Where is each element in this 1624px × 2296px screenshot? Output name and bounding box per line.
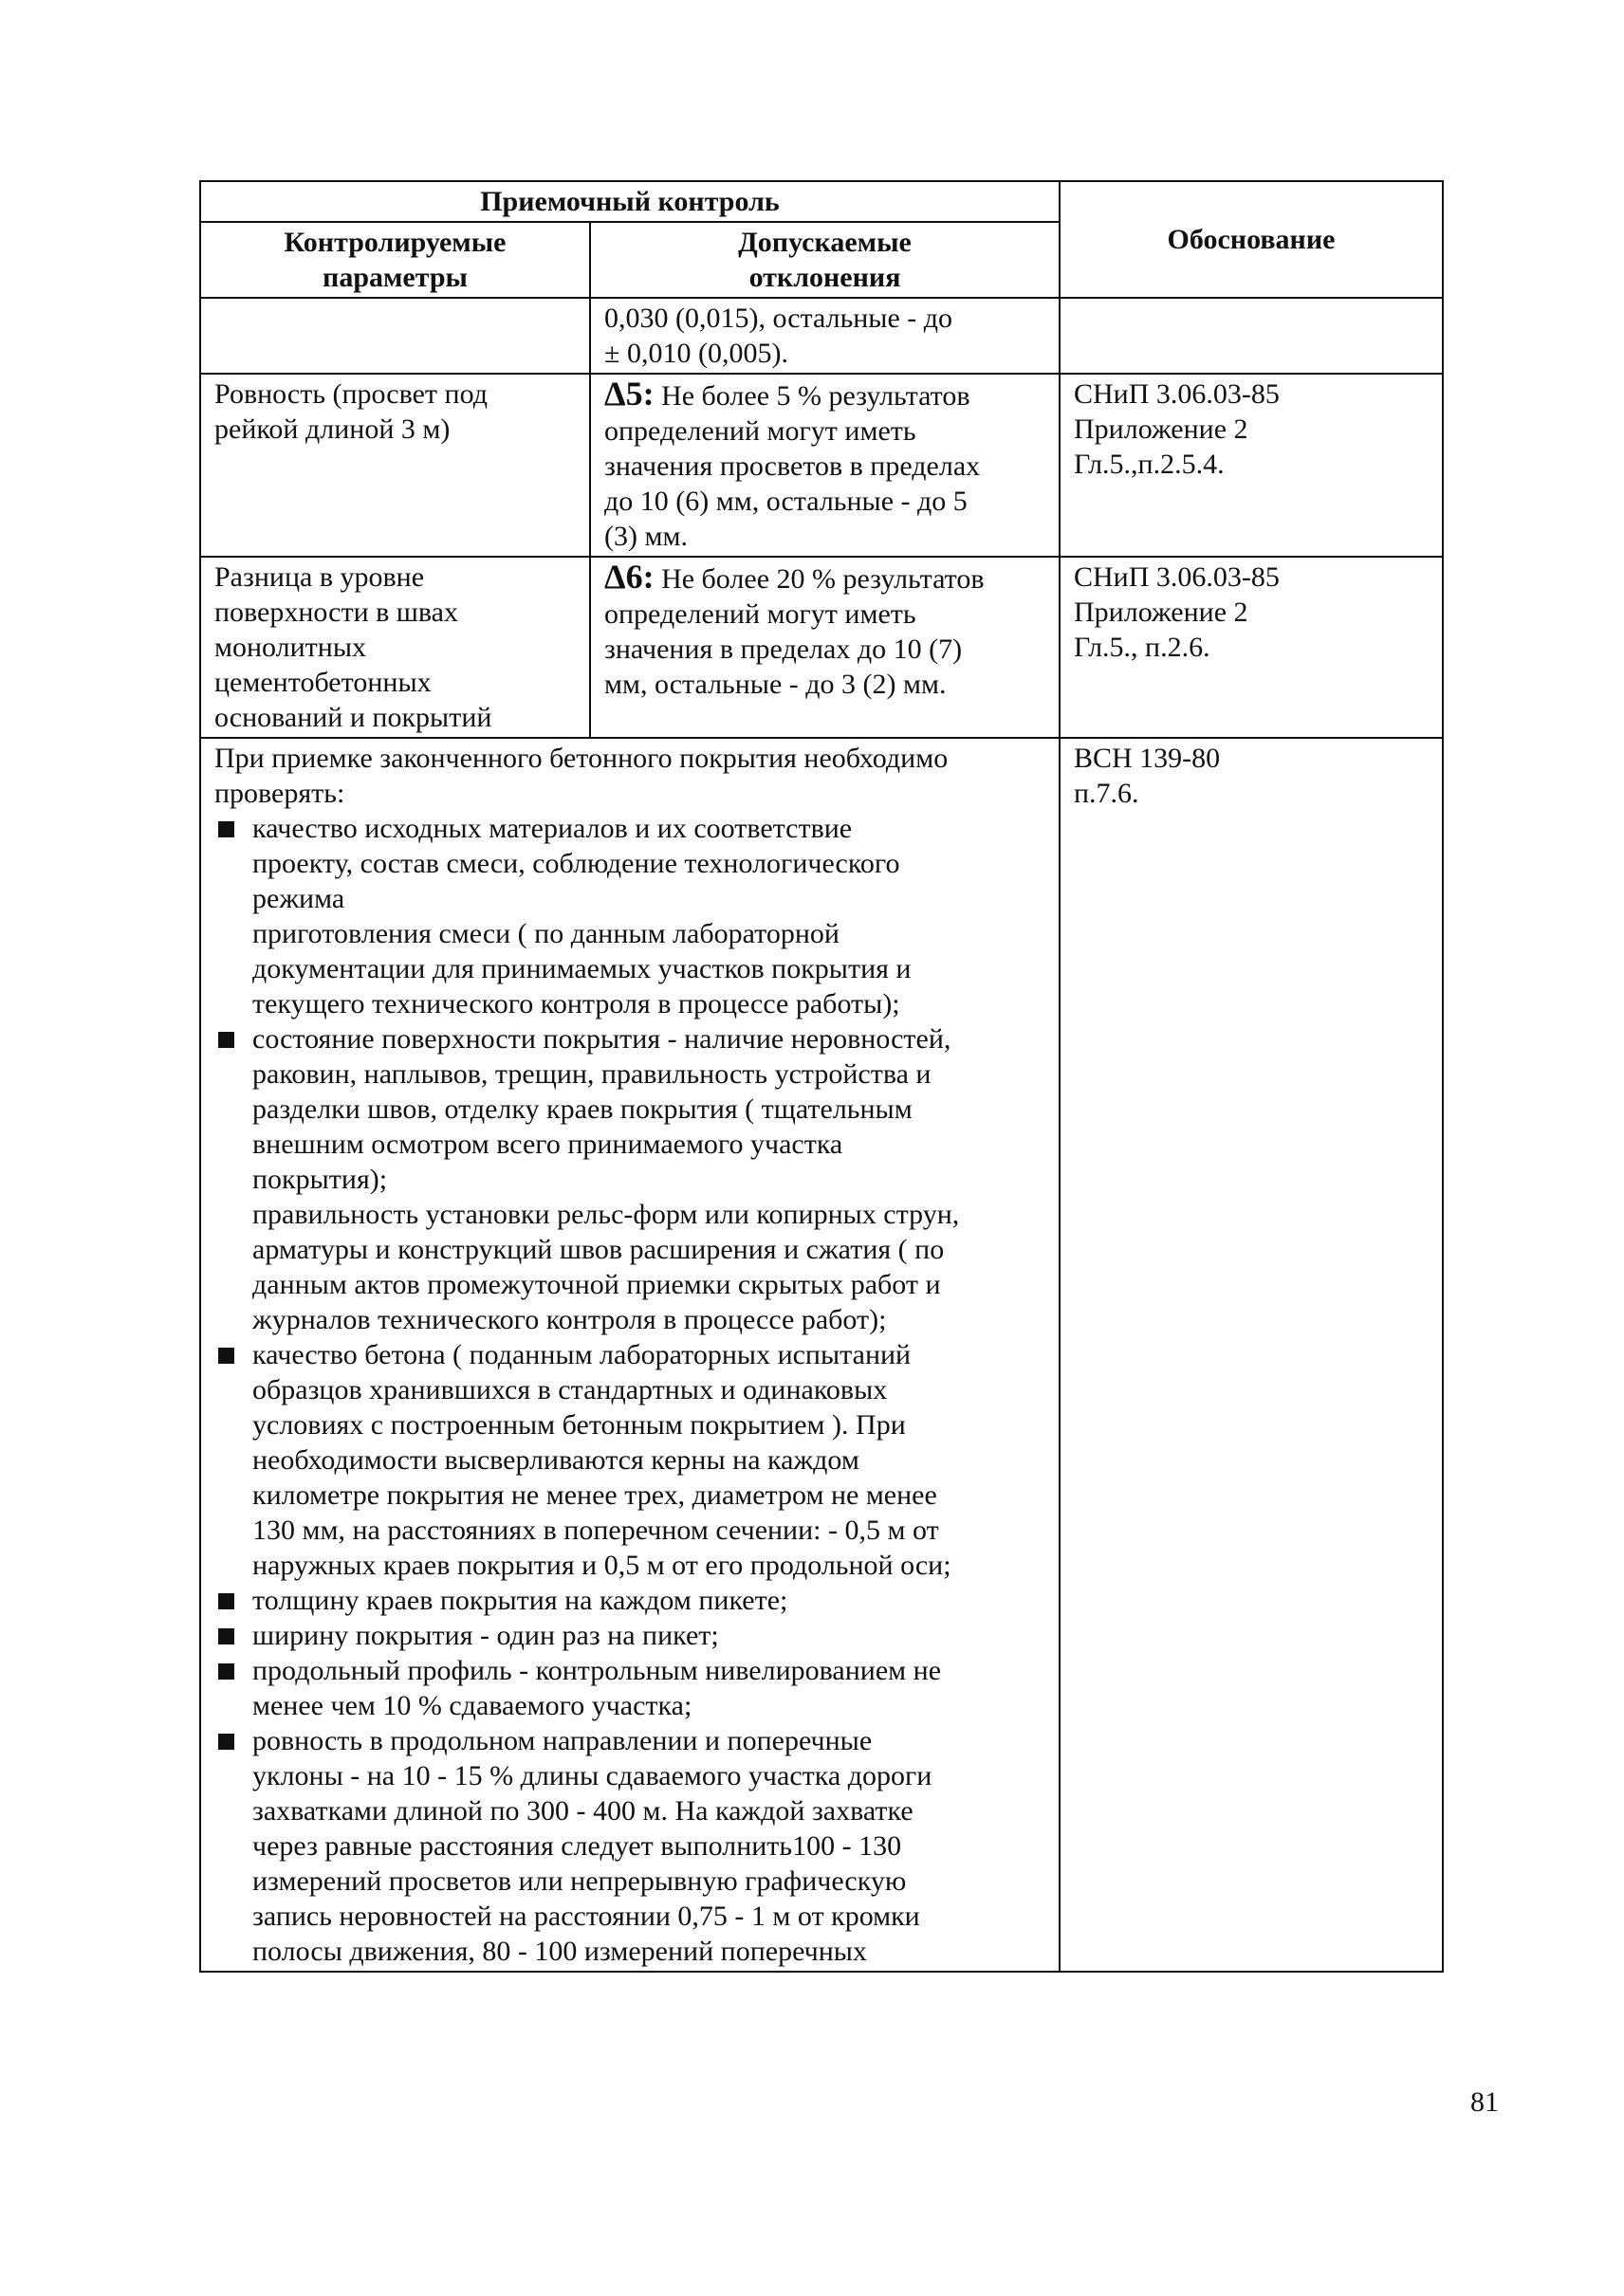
list-item-line: продольный профиль - контрольным нивелированием не	[252, 1655, 942, 1686]
basis-line: ВСН 139-80	[1074, 743, 1221, 774]
list-item-line: документации для принимаемых участков покрытия и	[252, 953, 912, 984]
params-header-line-1: Контролируемые	[284, 227, 507, 258]
list-item-line: внешним осмотром всего принимаемого участка	[252, 1129, 843, 1160]
list-item-line: ровность в продольном направлении и поперечные	[252, 1725, 873, 1756]
page-number: 81	[1470, 2086, 1499, 2118]
list-item-line: правильность установки рельс-форм или копирных струн,	[252, 1199, 960, 1230]
deviation-line: значения просветов в пределах	[604, 450, 981, 482]
deviation-line: (3) мм.	[604, 521, 688, 552]
bullet-square-icon	[218, 1348, 234, 1364]
deviation-line: значения в пределах до 10 (7)	[604, 634, 963, 665]
basis-cell	[1060, 738, 1443, 1972]
deviation-line	[604, 377, 1045, 413]
basis-line: Гл.5.,п.2.5.4.	[1074, 449, 1225, 480]
basis-line: СНиП 3.06.03-85	[1074, 378, 1280, 410]
deviation-text: Не более 20 % результатов	[661, 563, 985, 595]
deviation-cell	[590, 557, 1060, 738]
list-item-line: измерений просветов или непрерывную графическую	[252, 1865, 907, 1897]
deviation-header-line-1: Допускаемые	[738, 227, 912, 258]
deviation-line: определений могут иметь	[604, 415, 916, 447]
basis-line: Приложение 2	[1074, 413, 1248, 445]
list-item-line: километре покрытия не менее трех, диаметром не менее	[252, 1479, 937, 1511]
param-line: цементобетонных	[214, 667, 432, 698]
param-cell	[200, 298, 590, 374]
deviation-line	[604, 560, 1045, 597]
list-item-line: образцов хранившихся в стандартных и одинаковых	[252, 1374, 888, 1405]
delta-symbol: Δ6:	[604, 558, 655, 596]
acceptance-row	[200, 738, 1443, 1972]
param-line: поверхности в швах	[214, 597, 458, 628]
table-row	[200, 298, 1443, 374]
list-item-line: через равные расстояния следует выполнить100 - 130	[252, 1830, 902, 1862]
list-item	[214, 1653, 1045, 1723]
param-line: Разница в уровне	[214, 561, 425, 593]
list-item-line: уклоны - на 10 - 15 % длины сдаваемого участка дороги	[252, 1760, 932, 1791]
list-item-line: покрытия);	[252, 1164, 388, 1195]
deviation-line: определений могут иметь	[604, 598, 916, 630]
list-item-line: разделки швов, отделку краев покрытия ( тщательным	[252, 1093, 913, 1125]
acceptance-requirements-cell	[200, 738, 1060, 1972]
deviation-header-line-2: отклонения	[748, 262, 901, 293]
table-row	[200, 557, 1443, 738]
list-item	[214, 1197, 1045, 1337]
list-item-line: 130 мм, на расстояниях в поперечном сечении: - 0,5 м от	[252, 1515, 939, 1546]
list-item-line: менее чем 10 % сдаваемого участка;	[252, 1690, 692, 1721]
param-cell	[200, 374, 590, 557]
list-item-line: проекту, состав смеси, соблюдение технологического	[252, 848, 900, 879]
params-header	[200, 222, 590, 298]
basis-line: Гл.5., п.2.6.	[1074, 632, 1210, 663]
deviation-cell	[590, 298, 1060, 374]
list-item-line: состояние поверхности покрытия - наличие неровностей,	[252, 1023, 951, 1055]
param-line: Ровность (просвет под	[214, 378, 488, 410]
intro-line: При приемке законченного бетонного покрытия необходимо	[214, 743, 949, 774]
list-item-line: качество исходных материалов и их соответствие	[252, 813, 853, 844]
list-item-line: наружных краев покрытия и 0,5 м от его продольной оси;	[252, 1550, 951, 1581]
param-line: рейкой длиной 3 м)	[214, 413, 451, 445]
deviation-line: ± 0,010 (0,005).	[604, 338, 788, 369]
list-item-line: запись неровностей на расстоянии 0,75 - 1 м от кромки	[252, 1901, 920, 1932]
bullet-square-icon	[218, 1628, 234, 1644]
param-line: оснований и покрытий	[214, 702, 492, 733]
list-item-line: полосы движения, 80 - 100 измерений поперечных	[252, 1936, 867, 1967]
list-item-line: толщину краев покрытия на каждом пикете;	[252, 1585, 788, 1616]
intro-line: проверять:	[214, 778, 345, 809]
list-item-line: арматуры и конструкций швов расширения и сжатия ( по	[252, 1234, 945, 1265]
list-item-line: журналов технического контроля в процессе работ);	[252, 1304, 887, 1335]
basis-line: Приложение 2	[1074, 597, 1248, 628]
header-row-top	[200, 181, 1443, 222]
basis-header: Обоснование	[1060, 181, 1443, 298]
params-header-line-2: параметры	[323, 262, 468, 293]
basis-line: СНиП 3.06.03-85	[1074, 561, 1280, 593]
list-item-line: ширину покрытия - один раз на пикет;	[252, 1620, 719, 1651]
bullet-square-icon	[218, 1593, 234, 1609]
list-item-line: раковин, наплывов, трещин, правильность устройства и	[252, 1058, 932, 1090]
deviation-line: до 10 (6) мм, остальные - до 5	[604, 486, 968, 517]
bullet-square-icon	[218, 1663, 234, 1680]
deviation-header	[590, 222, 1060, 298]
bullet-square-icon	[218, 1032, 234, 1048]
list-item-line: качество бетона ( поданным лабораторных испытаний	[252, 1339, 912, 1370]
delta-symbol: Δ5:	[604, 375, 655, 413]
bullet-square-icon	[218, 1734, 234, 1750]
basis-cell	[1060, 298, 1443, 374]
list-item-line: захватками длиной по 300 - 400 м. На каждой захватке	[252, 1795, 914, 1827]
basis-cell	[1060, 557, 1443, 738]
list-item-line: данным актов промежуточной приемки скрытых работ и	[252, 1269, 941, 1300]
list-item-line: условиях с построенным бетонным покрытием ). При	[252, 1409, 906, 1441]
table-row	[200, 374, 1443, 557]
deviation-line: мм, остальные - до 3 (2) мм.	[604, 669, 947, 700]
list-item	[214, 1337, 1045, 1583]
list-item	[214, 1723, 1045, 1969]
acceptance-check-list	[214, 811, 1045, 1969]
list-item	[214, 1583, 1045, 1618]
deviation-text: Не более 5 % результатов	[661, 380, 970, 412]
list-item-line: режима	[252, 883, 345, 914]
list-item	[214, 1021, 1045, 1197]
list-item-line: текущего технического контроля в процессе работы);	[252, 988, 900, 1019]
param-line: монолитных	[214, 632, 366, 663]
list-item-line: приготовления смеси ( по данным лабораторной	[252, 918, 840, 949]
list-item	[214, 1618, 1045, 1653]
section-title: Приемочный контроль	[200, 181, 1060, 222]
deviation-line: 0,030 (0,015), остальные - до	[604, 303, 953, 334]
list-item	[214, 811, 1045, 1021]
acceptance-control-table	[199, 180, 1444, 1973]
list-item-line: необходимости высверливаются керны на каждом	[252, 1444, 859, 1476]
bullet-square-icon	[218, 821, 234, 837]
basis-line: п.7.6.	[1074, 778, 1139, 809]
basis-cell	[1060, 374, 1443, 557]
deviation-cell	[590, 374, 1060, 557]
param-cell	[200, 557, 590, 738]
